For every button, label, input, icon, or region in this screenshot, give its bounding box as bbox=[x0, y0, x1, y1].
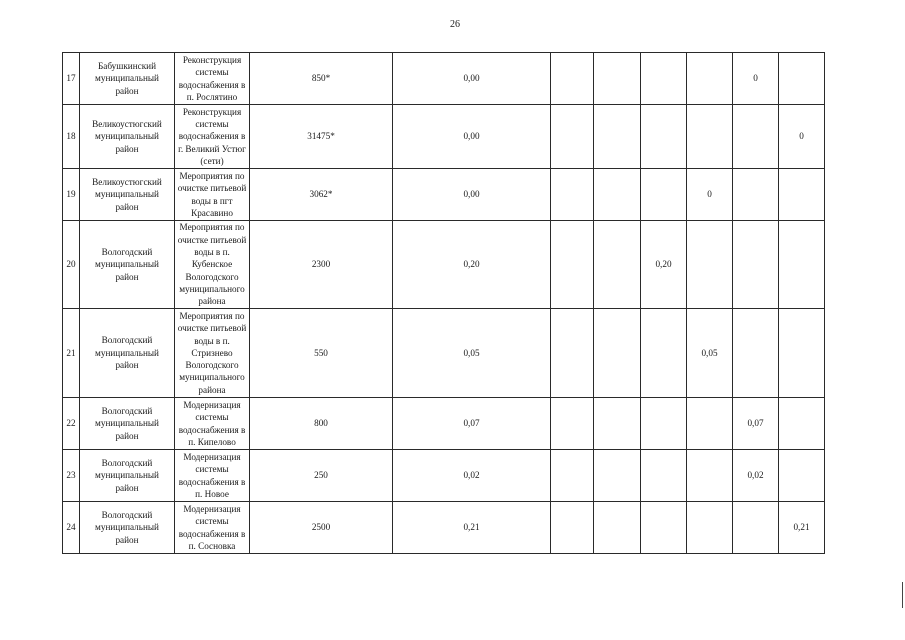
description-cell: Модернизация системы водоснабжения в п. Новое bbox=[175, 450, 250, 502]
year-value-cell bbox=[594, 53, 641, 105]
value-cell: 0,00 bbox=[393, 53, 551, 105]
value-cell: 0,21 bbox=[393, 502, 551, 554]
year-value-cell: 0 bbox=[687, 169, 733, 221]
description-cell: Реконструкция системы водоснабжения в п. Рослятино bbox=[175, 53, 250, 105]
year-value-cell bbox=[641, 502, 687, 554]
year-value-cell bbox=[733, 221, 779, 309]
value-cell: 0,00 bbox=[393, 105, 551, 169]
year-value-cell bbox=[594, 398, 641, 450]
year-value-cell bbox=[641, 105, 687, 169]
value-cell: 0,05 bbox=[393, 309, 551, 398]
year-value-cell: 0,20 bbox=[641, 221, 687, 309]
year-value-cell: 0 bbox=[779, 105, 825, 169]
year-value-cell bbox=[687, 53, 733, 105]
row-number-cell: 22 bbox=[63, 398, 80, 450]
year-value-cell bbox=[641, 309, 687, 398]
table-row bbox=[63, 502, 825, 554]
year-value-cell bbox=[733, 169, 779, 221]
table-row bbox=[63, 169, 825, 221]
district-cell: Великоустюгский муниципальный район bbox=[80, 105, 175, 169]
year-value-cell bbox=[779, 221, 825, 309]
year-value-cell bbox=[594, 221, 641, 309]
value-cell: 0,02 bbox=[393, 450, 551, 502]
row-number-cell: 19 bbox=[63, 169, 80, 221]
data-table bbox=[62, 52, 825, 554]
description-cell: Модернизация системы водоснабжения в п. Кипелово bbox=[175, 398, 250, 450]
year-value-cell bbox=[641, 398, 687, 450]
year-value-cell bbox=[687, 105, 733, 169]
description-cell: Мероприятия по очистке питьевой воды в пгт Красавино bbox=[175, 169, 250, 221]
year-value-cell: 0,02 bbox=[733, 450, 779, 502]
year-value-cell bbox=[594, 502, 641, 554]
district-cell: Вологодский муниципальный район bbox=[80, 398, 175, 450]
year-value-cell bbox=[551, 105, 594, 169]
scan-edge-mark bbox=[902, 582, 903, 608]
table-row bbox=[63, 450, 825, 502]
table-row bbox=[63, 105, 825, 169]
year-value-cell bbox=[733, 105, 779, 169]
year-value-cell bbox=[779, 398, 825, 450]
district-cell: Вологодский муниципальный район bbox=[80, 450, 175, 502]
total-cost-cell: 800 bbox=[250, 398, 393, 450]
value-cell: 0,00 bbox=[393, 169, 551, 221]
row-number-cell: 18 bbox=[63, 105, 80, 169]
year-value-cell bbox=[733, 309, 779, 398]
total-cost-cell: 31475* bbox=[250, 105, 393, 169]
year-value-cell bbox=[733, 502, 779, 554]
year-value-cell bbox=[551, 53, 594, 105]
row-number-cell: 24 bbox=[63, 502, 80, 554]
year-value-cell bbox=[641, 53, 687, 105]
district-cell: Вологодский муниципальный район bbox=[80, 502, 175, 554]
year-value-cell: 0,05 bbox=[687, 309, 733, 398]
year-value-cell bbox=[551, 502, 594, 554]
table-row bbox=[63, 53, 825, 105]
row-number-cell: 17 bbox=[63, 53, 80, 105]
total-cost-cell: 2500 bbox=[250, 502, 393, 554]
total-cost-cell: 250 bbox=[250, 450, 393, 502]
row-number-cell: 21 bbox=[63, 309, 80, 398]
year-value-cell bbox=[594, 309, 641, 398]
total-cost-cell: 2300 bbox=[250, 221, 393, 309]
description-cell: Реконструкция системы водоснабжения в г. Великий Устюг (сети) bbox=[175, 105, 250, 169]
total-cost-cell: 850* bbox=[250, 53, 393, 105]
year-value-cell bbox=[551, 221, 594, 309]
year-value-cell bbox=[779, 53, 825, 105]
year-value-cell: 0 bbox=[733, 53, 779, 105]
description-cell: Мероприятия по очистке питьевой воды в п. Стризнево Вологодского муниципального района bbox=[175, 309, 250, 398]
page-number: 26 bbox=[450, 19, 460, 30]
district-cell: Бабушкинский муниципальный район bbox=[80, 53, 175, 105]
district-cell: Вологодский муниципальный район bbox=[80, 309, 175, 398]
table-row bbox=[63, 398, 825, 450]
year-value-cell bbox=[551, 169, 594, 221]
year-value-cell bbox=[687, 502, 733, 554]
total-cost-cell: 3062* bbox=[250, 169, 393, 221]
year-value-cell bbox=[779, 450, 825, 502]
year-value-cell bbox=[594, 169, 641, 221]
year-value-cell bbox=[641, 450, 687, 502]
year-value-cell bbox=[551, 309, 594, 398]
table-row bbox=[63, 309, 825, 398]
district-cell: Вологодский муниципальный район bbox=[80, 221, 175, 309]
row-number-cell: 23 bbox=[63, 450, 80, 502]
total-cost-cell: 550 bbox=[250, 309, 393, 398]
year-value-cell: 0,07 bbox=[733, 398, 779, 450]
year-value-cell bbox=[687, 221, 733, 309]
year-value-cell: 0,21 bbox=[779, 502, 825, 554]
value-cell: 0,20 bbox=[393, 221, 551, 309]
description-cell: Мероприятия по очистке питьевой воды в п. Кубенское Вологодского муниципального района bbox=[175, 221, 250, 309]
year-value-cell bbox=[551, 398, 594, 450]
value-cell: 0,07 bbox=[393, 398, 551, 450]
year-value-cell bbox=[779, 169, 825, 221]
year-value-cell bbox=[687, 450, 733, 502]
year-value-cell bbox=[594, 450, 641, 502]
table-row bbox=[63, 221, 825, 309]
description-cell: Модернизация системы водоснабжения в п. Сосновка bbox=[175, 502, 250, 554]
district-cell: Великоустюгский муниципальный район bbox=[80, 169, 175, 221]
year-value-cell bbox=[641, 169, 687, 221]
year-value-cell bbox=[779, 309, 825, 398]
year-value-cell bbox=[687, 398, 733, 450]
row-number-cell: 20 bbox=[63, 221, 80, 309]
year-value-cell bbox=[594, 105, 641, 169]
year-value-cell bbox=[551, 450, 594, 502]
